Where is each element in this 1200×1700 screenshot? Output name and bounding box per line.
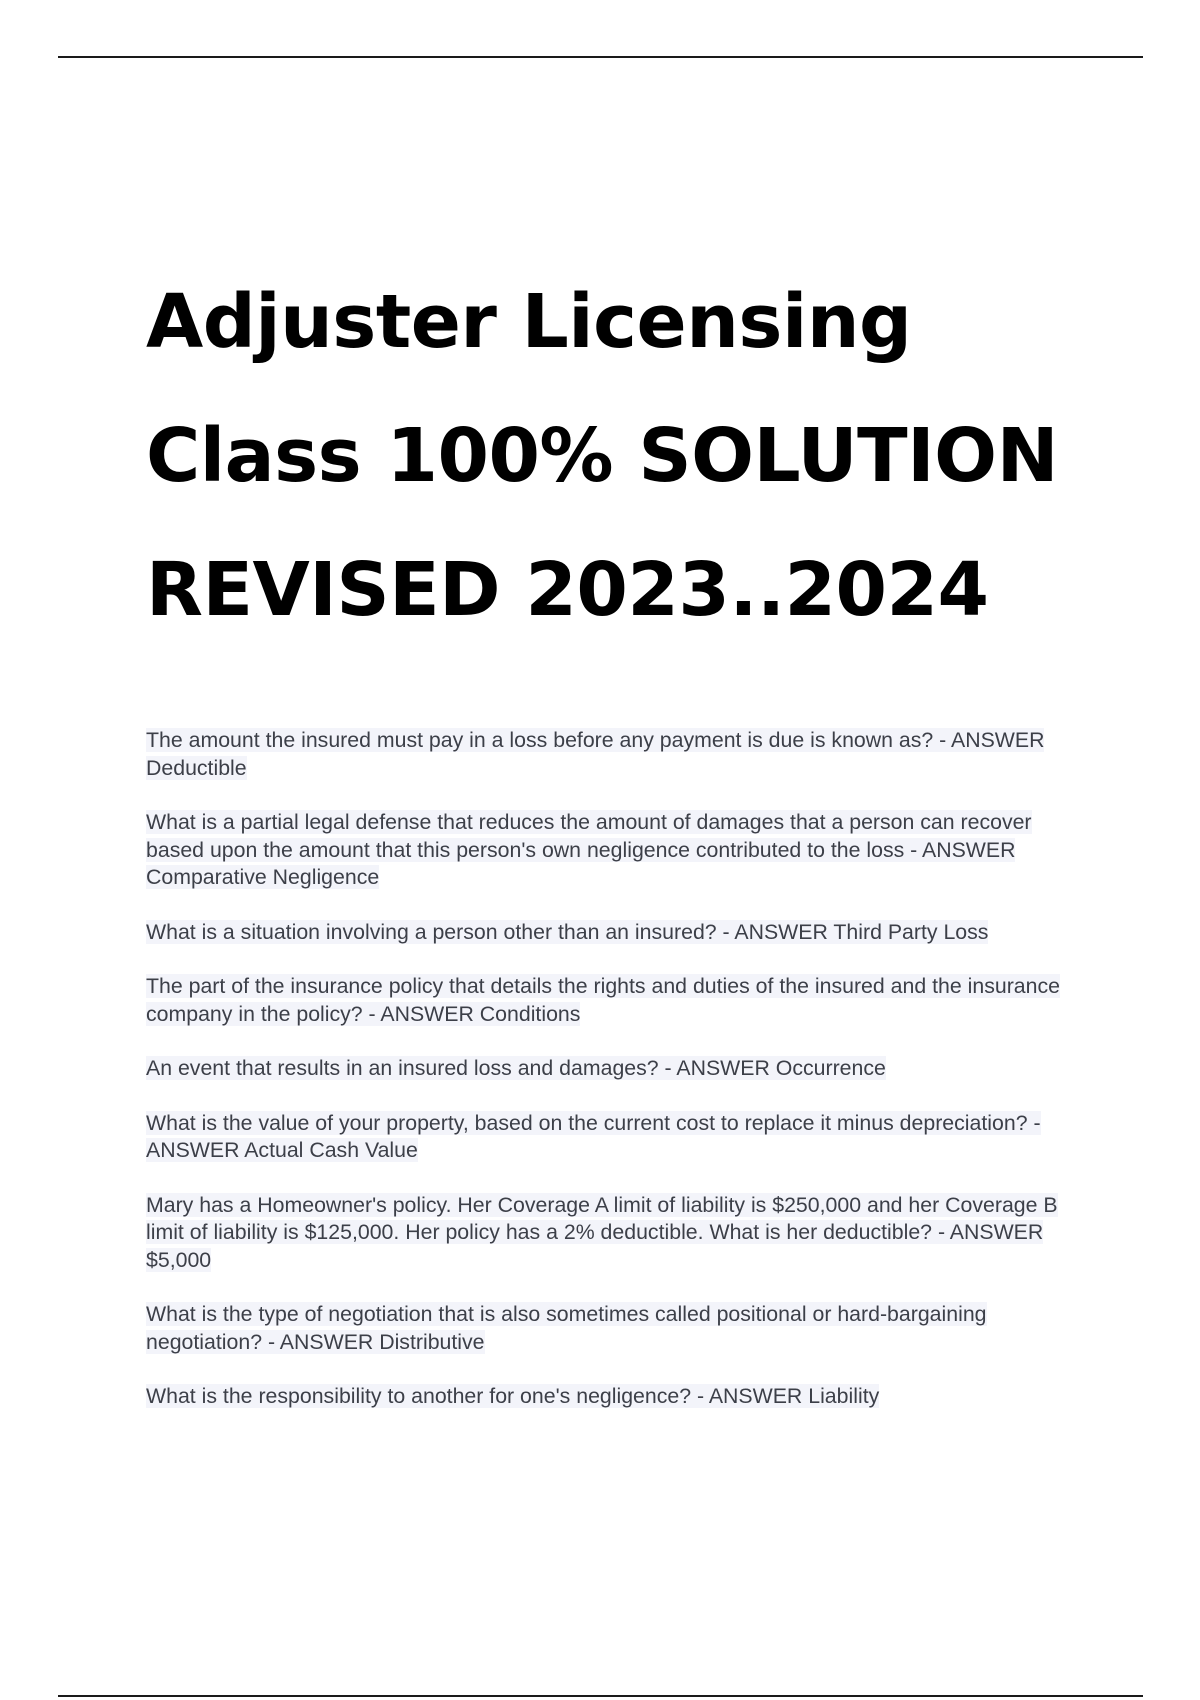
qa-text: The part of the insurance policy that details the rights and duties of the insured and the insurance company in the policy? - ANSWER Conditions <box>146 974 1060 1026</box>
title-line-2: Class 100% SOLUTION <box>146 413 1058 499</box>
qa-text: What is the value of your property, based on the current cost to replace it minus depreciation? - ANSWER Actual Cash Value <box>146 1110 1041 1162</box>
qa-item <box>146 1301 1086 1356</box>
qa-text: What is a situation involving a person other than an insured? - ANSWER Third Party Loss <box>146 919 989 944</box>
qa-text: What is the type of negotiation that is also sometimes called positional or hard-bargaining negotiation? - ANSWER Distributive <box>146 1302 987 1354</box>
top-rule <box>58 56 1143 58</box>
qa-item <box>146 1110 1086 1165</box>
document-title <box>146 255 1106 657</box>
qa-item <box>146 973 1086 1028</box>
qa-text: What is the responsibility to another for one's negligence? - ANSWER Liability <box>146 1384 880 1408</box>
qa-item <box>146 1383 1086 1411</box>
qa-list <box>146 727 1086 1438</box>
title-line-3: REVISED 2023..2024 <box>146 547 989 633</box>
qa-text: What is a partial legal defense that reduces the amount of damages that a person can recover based upon the amount that this person's own negligence contributed to the loss - ANSWER Comparative Negligence <box>146 810 1032 889</box>
title-line-1: Adjuster Licensing <box>146 279 912 365</box>
bottom-rule <box>58 1695 1143 1697</box>
qa-item <box>146 919 1086 947</box>
qa-text: An event that results in an insured loss and damages? - ANSWER Occurrence <box>146 1056 886 1080</box>
qa-item <box>146 1192 1086 1275</box>
qa-item <box>146 727 1086 782</box>
qa-text: The amount the insured must pay in a loss before any payment is due is known as? - ANSWER Deductible <box>146 728 1045 780</box>
qa-text: Mary has a Homeowner's policy. Her Coverage A limit of liability is $250,000 and her Coverage B limit of liability is $125,000. Her policy has a 2% deductible. What is her deductible? - ANSWER $5,000 <box>146 1192 1058 1272</box>
qa-item <box>146 1055 1086 1083</box>
qa-item <box>146 809 1086 892</box>
